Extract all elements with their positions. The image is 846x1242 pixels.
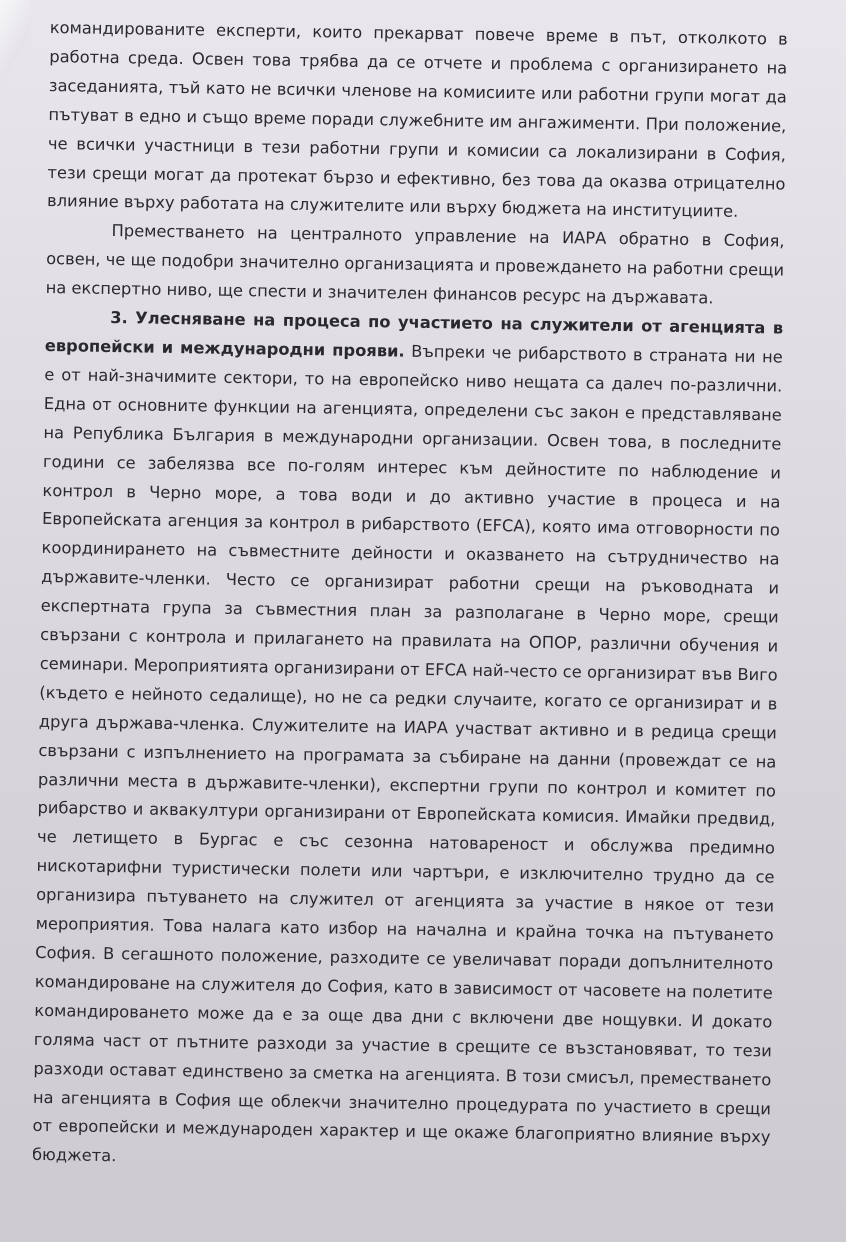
paragraph-travel-continuation: командированите експерти, които прекарват повече време в път, отколкото в работна среда. Освен това трябва да се отчете и проблема с организирането на заседанията, тъй като не всички членове на комисиите или работни групи могат да пътуват в едно и също време поради служебните им ангажименти. При положение, че всички участници в тези работни групи и комисии са локализирани в София, тези срещи могат да протекат бързо и ефективно, без това да оказва отрицателно влияние върху работата на служителите или върху бюджета на институциите. bbox=[46, 17, 788, 222]
section-3-body: Въпреки че рибарството в страната ни не е от най-значимите сектори, то на европейско ниво нещата са далеч по-различни. Една от основните функции на агенцията, определени със закон е представляване на Република България в международни организации. Освен това, в последните години се забелязва все по-голям интерес към дейностите по наблюдение и контрол в Черно море, а това води и до активно участие в процеса и на Европейската агенция за контрол в рибарството (EFCA), която има отговорности по координирането на съвместните дейности и оказването на сътрудничество на държавите-членки. Често се организират работни срещи на ръководната и експертната група за съвместния план за разполагане в Черно море, срещи свързани с контрола и прилагането на правилата на ОПОР, различни обучения и семинари. Мероприятията организирани от EFCA най-често се организират във Виго (където е нейното седалище), но не са редки случаите, когато се организират и в друга държава-членка. Служителите на ИАРА участват активно и в редица срещи свързани с изпълнението на програмата за събиране на данни (провеждат се на различни места в държавите-членки), експертни групи по контрол и комитет по рибарство и аквакултури организирани от Европейската комисия. Имайки предвид, че летището в Бургас е със сезонна натовареност и обслужва предимно нискотарифни туристически полети или чартъри, е изключително трудно да се организира пътуването на служител от агенцията за участие в някое от тези мероприятия. Това налага като избор на начална и крайна точка на пътуването София. В сегашното положение, разходите се увеличават поради допълнителното командироване на служителя до София, като в зависимост от часовете на полетите командироването може да е за още два дни с включени две нощувки. И докато голяма част от пътните разходи за участие в срещите се възстановяват, то тези разходи остават единствено за сметка на агенцията. В този смисъл, преместването на агенцията в София ще облекчи значително процедурата по участието в срещи от европейски и международен характер и ще окаже благоприятно влияние върху бюджета. bbox=[31, 341, 783, 1166]
paragraph-sofia-relocation: Преместването на централното управление на ИАРА обратно в София, освен, че ще подобри значително организацията и провеждането на работни срещи на експертно ниво, ще спести и значителен финансов ресурс на държавата. bbox=[45, 221, 785, 308]
paragraph-european-participation bbox=[32, 303, 784, 1182]
document-page bbox=[32, 14, 788, 1182]
adjacent-page-edge bbox=[0, 0, 30, 90]
section-heading-3: 3. Улесняване на процеса по участието на служители от агенцията в европейски и международни прояви. bbox=[44, 308, 784, 361]
